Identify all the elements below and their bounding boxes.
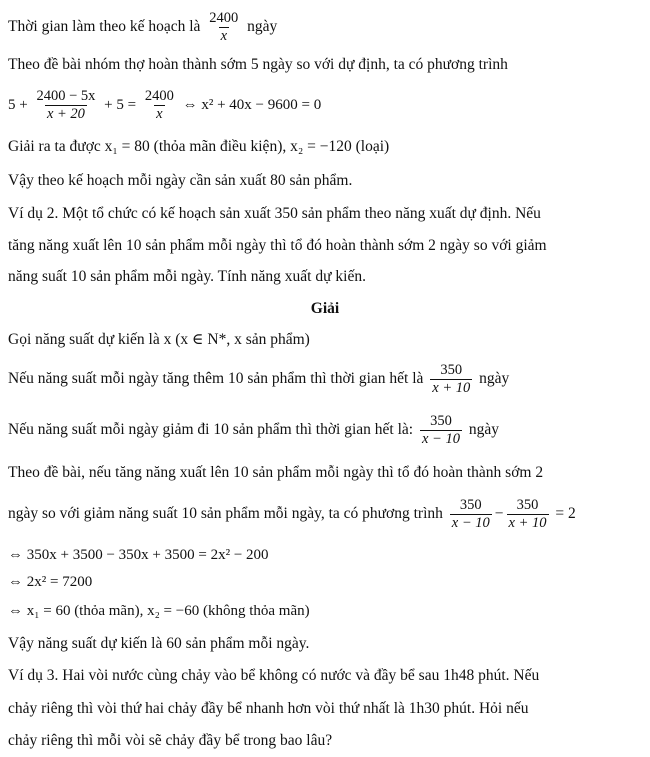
text: Gọi năng suất dự kiến là x (x ∈ N*, x sản phẩm) — [8, 331, 310, 348]
numerator: 350 — [440, 362, 463, 378]
line-plan-time — [8, 10, 642, 45]
text: Theo đề bài nhóm thợ hoàn thành sớm 5 ngày so với dự định, ta có phương trình — [8, 56, 508, 73]
line-5 — [8, 171, 642, 191]
text: ⇔ 350x + 3500 − 350x + 3500 = 2x² − 200 — [8, 547, 269, 563]
text: chảy riêng thì vòi thứ hai chảy đầy bể nhanh hơn vòi thứ nhất là 1h30 phút. Hỏi nếu — [8, 700, 529, 717]
numerator: 350 — [459, 497, 482, 513]
fraction — [420, 413, 462, 448]
line-21 — [8, 731, 642, 751]
line-13 — [8, 463, 642, 483]
line-20 — [8, 699, 642, 719]
line-10 — [8, 330, 642, 350]
numerator: 2400 — [144, 88, 174, 104]
text: Thời gian làm theo kế hoạch là — [8, 18, 201, 36]
numerator: 2400 — [209, 10, 239, 26]
fraction — [507, 497, 549, 532]
line-15 — [8, 545, 642, 565]
numerator: 350 — [516, 497, 539, 513]
denominator: x − 10 — [451, 515, 490, 531]
text: Nếu năng suất mỗi ngày tăng thêm 10 sản phẩm thì thời gian hết là — [8, 370, 424, 388]
fraction — [450, 497, 492, 532]
text-after: ngày — [468, 421, 499, 439]
line-18 — [8, 634, 642, 654]
text: Vậy theo kế hoạch mỗi ngày cần sản xuất 80 sản phẩm. — [8, 172, 353, 189]
line-equation-1 — [8, 88, 642, 123]
text: ⇔ x₁ = 60 (thỏa mãn), x₂ = −60 (không thỏa mãn) — [8, 603, 310, 619]
fraction — [207, 10, 240, 45]
text: tăng năng xuất lên 10 sản phẩm mỗi ngày thì tổ đó hoàn thành sớm 2 ngày so với giảm — [8, 237, 547, 254]
text: chảy riêng thì mỗi vòi sẽ chảy đầy bể trong bao lâu? — [8, 732, 333, 749]
heading-solution — [8, 299, 642, 319]
text: ngày so với giảm năng suất 10 sản phẩm mỗi ngày, ta có phương trình — [8, 505, 443, 523]
text: ⇔ 2x² = 7200 — [8, 574, 93, 590]
line-4 — [8, 137, 642, 157]
text-after: ngày — [247, 18, 278, 36]
line-16 — [8, 572, 642, 592]
numerator: 2400 − 5x — [36, 88, 96, 104]
line-19 — [8, 666, 642, 686]
line-11 — [8, 362, 642, 397]
denominator: x + 20 — [46, 106, 85, 122]
denominator: x — [220, 28, 228, 44]
numerator: 350 — [430, 413, 452, 429]
denominator: x + 10 — [432, 380, 471, 396]
text-after: ngày — [479, 370, 510, 388]
denominator: x — [156, 106, 163, 122]
denominator: x − 10 — [421, 431, 460, 447]
fraction — [143, 88, 176, 123]
text: năng suất 10 sản phẩm mỗi ngày. Tính năng xuất dự kiến. — [8, 268, 366, 285]
eq-part: ⇔ x² + 40x − 9600 = 0 — [182, 96, 322, 113]
line-7 — [8, 236, 642, 256]
text: Theo đề bài, nếu tăng năng xuất lên 10 sản phẩm mỗi ngày thì tổ đó hoàn thành sớm 2 — [8, 464, 544, 481]
line-17 — [8, 601, 642, 621]
line-14 — [8, 497, 642, 532]
fraction — [34, 88, 97, 123]
line-8 — [8, 267, 642, 287]
line-2 — [8, 55, 642, 75]
line-12 — [8, 413, 642, 448]
eq-part: 5 + — [8, 96, 28, 113]
text: Nếu năng suất mỗi ngày giảm đi 10 sản phẩm thì thời gian hết là: — [8, 421, 414, 439]
eq-part: + 5 = — [104, 96, 137, 113]
minus-sign: − — [494, 505, 504, 523]
fraction — [430, 362, 472, 397]
text: Giải — [310, 300, 340, 317]
denominator: x + 10 — [508, 515, 547, 531]
text: Ví dụ 3. Hai vòi nước cùng chảy vào bể không có nước và đầy bể sau 1h48 phút. Nếu — [8, 667, 540, 684]
text: Ví dụ 2. Một tổ chức có kế hoạch sản xuất 350 sản phẩm theo năng xuất dự định. Nếu — [8, 205, 541, 222]
text: Vậy năng suất dự kiến là 60 sản phẩm mỗi ngày. — [8, 635, 310, 652]
text: Giải ra ta được x₁ = 80 (thỏa mãn điều kiện), x₂ = −120 (loại) — [8, 138, 390, 155]
line-6 — [8, 204, 642, 224]
text-after: = 2 — [555, 505, 576, 523]
